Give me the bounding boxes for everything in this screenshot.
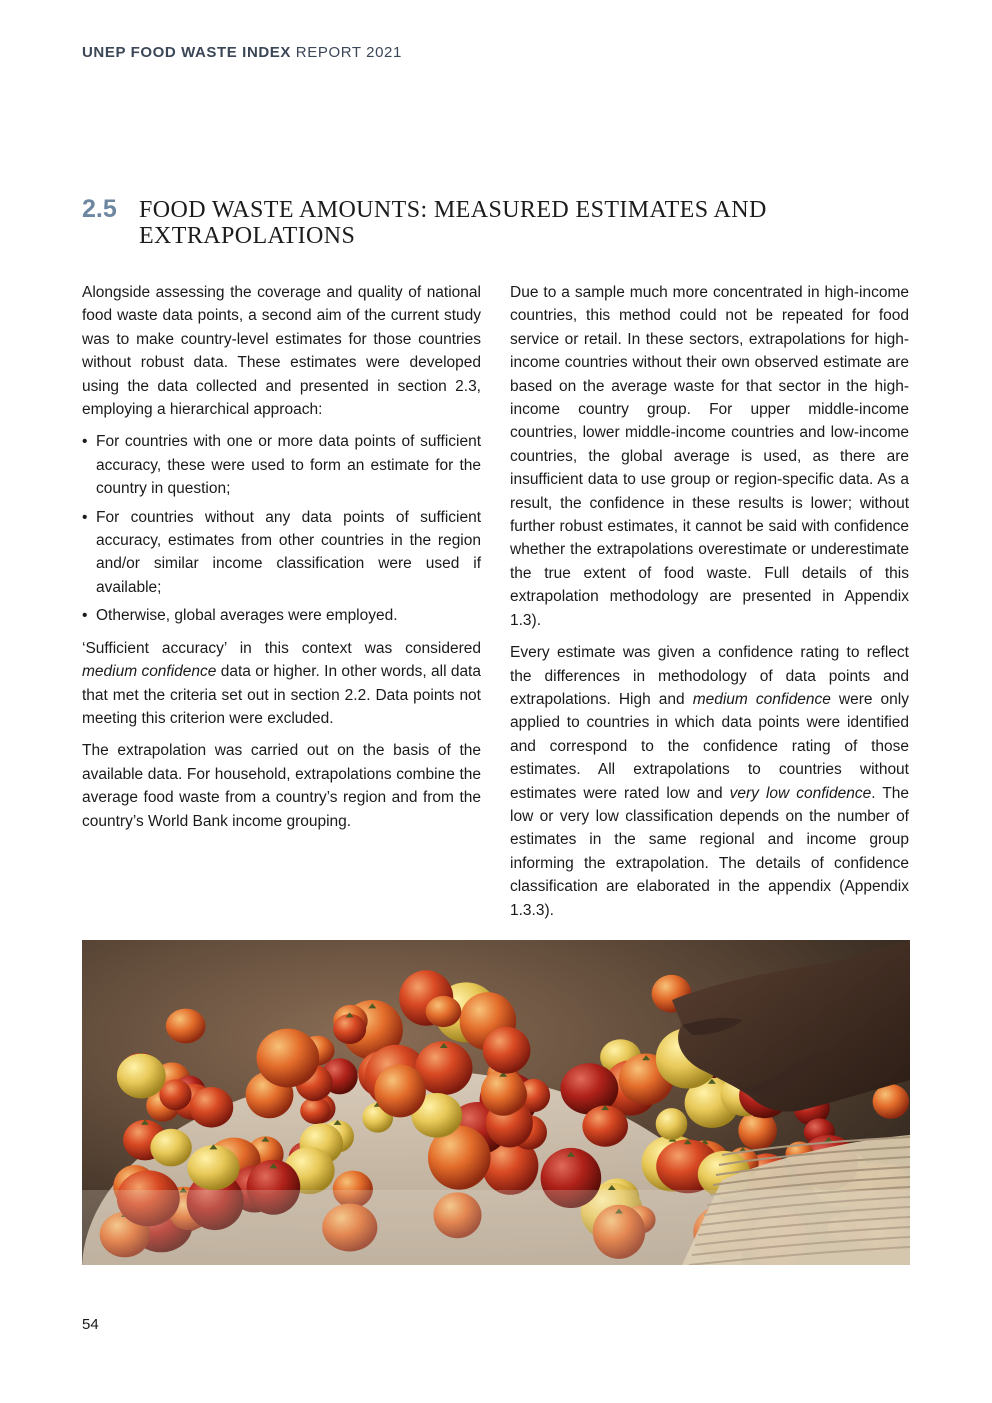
tomato-shape xyxy=(150,1129,191,1167)
tomato-shape xyxy=(166,1009,206,1044)
left-column xyxy=(82,281,481,842)
tomato-shape xyxy=(187,1145,239,1190)
list-item xyxy=(82,506,481,600)
list-item xyxy=(82,430,481,500)
tomato-shape xyxy=(333,1014,366,1044)
bullet-icon: • xyxy=(82,607,88,625)
right-column xyxy=(510,281,909,931)
report-year: REPORT 2021 xyxy=(295,44,402,61)
text-run: ‘Sufficient accuracy’ in this context was considered xyxy=(82,639,481,657)
list-item-text: Otherwise, global averages were employed. xyxy=(96,607,398,625)
confidence-paragraph xyxy=(510,641,909,922)
tomato-shape xyxy=(483,1027,531,1074)
tomato-shape xyxy=(426,996,462,1027)
section-number: 2.5 xyxy=(82,195,117,223)
tomato-shape xyxy=(374,1064,426,1117)
photo-illustration xyxy=(82,940,910,1265)
emphasis-text: medium confidence xyxy=(82,663,217,681)
photo-tomatoes-basket xyxy=(82,940,910,1265)
tomato-shape xyxy=(257,1029,320,1088)
text-run: were only applied to countries in which data points were identified and correspond to the confidence rating of those estimates. All extrapolations to countries without estimates were rated low and xyxy=(510,690,909,802)
bullet-icon: • xyxy=(82,433,88,451)
tomato-shape xyxy=(117,1054,166,1099)
tomato-shape xyxy=(873,1084,909,1119)
emphasis-text: medium confidence xyxy=(692,690,831,708)
section-title: FOOD WASTE AMOUNTS: MEASURED ESTIMATES AND EXTRAPOLATIONS xyxy=(139,197,767,249)
sufficient-accuracy-paragraph xyxy=(82,637,481,731)
report-name: UNEP FOOD WASTE INDEX xyxy=(82,44,292,61)
tomato-shape xyxy=(159,1079,191,1110)
tomato-shape xyxy=(656,1108,688,1140)
text-run: Every estimate was given a confidence rating to reflect the differences in methodology of data points and extrapolations. High and xyxy=(510,644,909,708)
text-run: . The low or very low classification depends on the number of estimates in the same regional and income group informing the extrapolation. The details of confidence classification are elaborated in the appendix (Appendix 1.3.3). xyxy=(510,784,910,919)
running-header xyxy=(82,44,402,61)
section-heading xyxy=(82,195,912,249)
text-run: data or higher. In other words, all data that met the criteria set out in section 2.2. Data points not meeting this criterion were excluded. xyxy=(82,663,481,727)
tomato-shape xyxy=(300,1097,330,1124)
bullet-icon: • xyxy=(82,508,88,526)
list-item-text: For countries with one or more data points of sufficient accuracy, these were used to form an estimate for the country in question; xyxy=(96,433,481,498)
tomato-shape xyxy=(190,1087,234,1128)
emphasis-text: very low confidence xyxy=(729,784,872,802)
list-item-text: For countries without any data points of sufficient accuracy, estimates from other countries in the region and/or similar income classification were used if available; xyxy=(96,508,481,596)
intro-paragraph: Alongside assessing the coverage and quality of national food waste data points, a second aim of the current study was to make country-level estimates for those countries without robust data. These estimates were developed using the data collected and presented in section 2.3, employing a hierarchical approach: xyxy=(82,284,481,419)
extrapolation-paragraph: The extrapolation was carried out on the basis of the available data. For household, extrapolations combine the average food waste from a country’s region and from the country’s World Bank income grouping. xyxy=(82,742,481,830)
page-number: 54 xyxy=(82,1316,99,1333)
list-item xyxy=(82,604,481,627)
sample-paragraph: Due to a sample much more concentrated in high-income countries, this method could not be repeated for food service or retail. In these sectors, extrapolations for high-income countries without their own observed estimate are based on the average waste for that sector in the high-income country group. For upper middle-income countries, lower middle-income countries and low-income countries, the global average is used, as there are insufficient data to use group or region-specific data. As a result, the confidence in these results is lower; without further robust estimates, it cannot be said with confidence whether the extrapolations overestimate or underestimate the true extent of food waste. Full details of this extrapolation methodology are presented in Appendix 1.3). xyxy=(510,284,909,629)
approach-list xyxy=(82,430,481,627)
tomato-shape xyxy=(582,1106,628,1147)
